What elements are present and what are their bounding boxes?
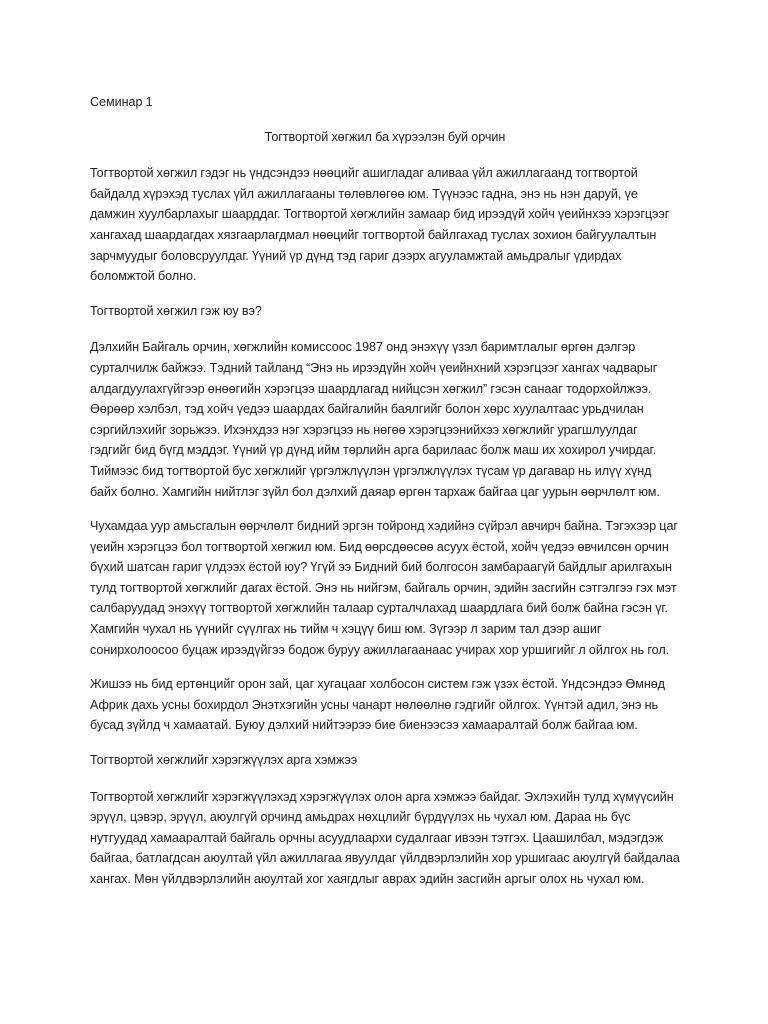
paragraph-commission: Дэлхийн Байгаль орчин, хөгжлийн комиссоос 1987 онд энэхүү үзэл баримтлалыг өргөн дэлгэр сурталчилж байжээ. Тэдний тайланд “Энэ нь ирээдүйн хойч үеийнхний хэрэгцээг хангах чадварыг алдагдуулахгүйгээр өнөөгийн хэрэгцээ шаардлагад нийцсэн хөгжил” гэсэн санааг тодорхойлжээ. Өөрөөр хэлбэл, тэд хойч үедээ шаардах байгалийн баялгийг болон хөрс хуулалтаас урьдчилан сэргийлэхийг зорьжээ. Ихэнхдээ нэг хэрэгцээ нь нөгөө хэрэгцээнийхээ хөгжлийг урагшлуулдаг гэдгийг бид бүгд мэддэг. Үүний үр дүнд ийм төрлийн арга барилаас болж маш их хохирол учирдаг. Тиймээс бид тогтвортой бус хөгжлийг үргэлжлүүлэн үргэлжлүүлэх түсам үр дагавар нь илүү хүнд байх болно. Хамгийн нийтлэг зүйл бол дэлхий даяар өргөн тархаж байгаа цаг уурын өөрчлөлт юм. xyxy=(90,340,660,499)
paragraph-climate: Чухамдаа уур амьсгалын өөрчлөлт бидний эргэн тойронд хэдийнэ сүйрэл авчирч байна. Тэгэхээр цаг үеийн хэрэгцээ бол тогтвортой хөгжил юм. Бид өөрсдөөсөө асуух ёстой, хойч үедээ өвчилсөн орчин бүхий шатсан гариг үлдээх ёстой юу? Үгүй ээ Бидний бий болгосон замбараагүй байдлыг арилгахын тулд тогтвортой хөгжлийг дагах ёстой. Энэ нь нийгэм, байгаль орчин, эдийн засгийн сэтгэлгээ гэх мэт салбаруудад энэхүү тогтвортой хөгжлийн талаар сурталчлахад шаардлага бий болж байна гэсэн үг. Хамгийн чухал нь үүнийг сүүлгах нь тийм ч хэцүү биш юм. Зүгээр л зарим тал дээр ашиг сонирхолоосоо буцаж ирээдүйгээ бодож буруу ажиллагаанаас учирах хор уршигийг л ойлгох нь гол. xyxy=(90,519,678,657)
document-body xyxy=(90,92,680,904)
section-heading-measures: Тогтвортой хөгжлийг хэрэгжүүлэх арга хэмжээ xyxy=(90,753,358,768)
intro-paragraph: Тогтвортой хөгжил гэдэг нь үндсэндээ нөөцийг ашигладаг аливаа үйл ажиллагаанд тогтвортой байдалд хүрэхэд туслах үйл ажиллагааны төлөвлөгөө юм. Түүнээс гадна, энэ нь нэн даруй, үе дамжин хуулбарлахыг шаарддаг. Тогтвортой хөгжлийн замаар бид ирээдүй хойч үеийнхээ хэрэгцээг хангахад шаардагдах хязгаарлагдмал нөөцийг тогтвортой байлгахад туслах зохион байгуулалтын зарчмуудыг боловсруулдаг. Үүний үр дүнд тэд гариг дээрх агууламжтай амьдралыг үдирдах боломжтой болно. xyxy=(90,166,670,284)
seminar-label: Семинар 1 xyxy=(90,95,153,109)
paragraph-measures: Тогтвортой хөгжлийг хэрэгжүүлэхэд хэрэгжүүлэх олон арга хэмжээ байдаг. Эхлэхийн тулд хүмүүсийн эрүүл, цэвэр, эрүүл, аюулгүй орчинд амьдрах нөхцлийг бүрдүүлэх нь чухал юм. Дараа нь бүс нутгуудад хамааралтай байгаль орчны асуудлаархи судалгааг ивээн тэтгэх. Цаашилбал, мэдэгдэж байгаа, батлагдсан аюултай үйл ажиллагаа явуулдаг үйлдвэрлэлийн хор уршигаас аюулгүй байдалаа хангах. Мөн үйлдвэрлэлийн аюултай хог хаягдлыг аврах эдийн засгийн аргыг олох нь чухал юм. xyxy=(90,789,680,886)
document-title: Тогтвортой хөгжил ба хүрээлэн буй орчин xyxy=(264,129,506,144)
section-heading-what-is: Тогтвортой хөгжил гэж юу вэ? xyxy=(90,303,262,318)
paragraph-example: Жишээ нь бид ертөнцийг орон зай, цаг хугацааг холбосон систем гэж үзэх ёстой. Үндсэндээ Өмнөд Африк дахь усны бохирдол Энэтхэгийн усны чанарт нөлөөлнө гэдгийг ойлгох. Үүнтэй адил, энэ нь бусад зүйлд ч хамаатай. Буюу дэлхий нийтээрээ бие биенээсээ хамааралтай болж байгаа юм. xyxy=(90,677,665,733)
